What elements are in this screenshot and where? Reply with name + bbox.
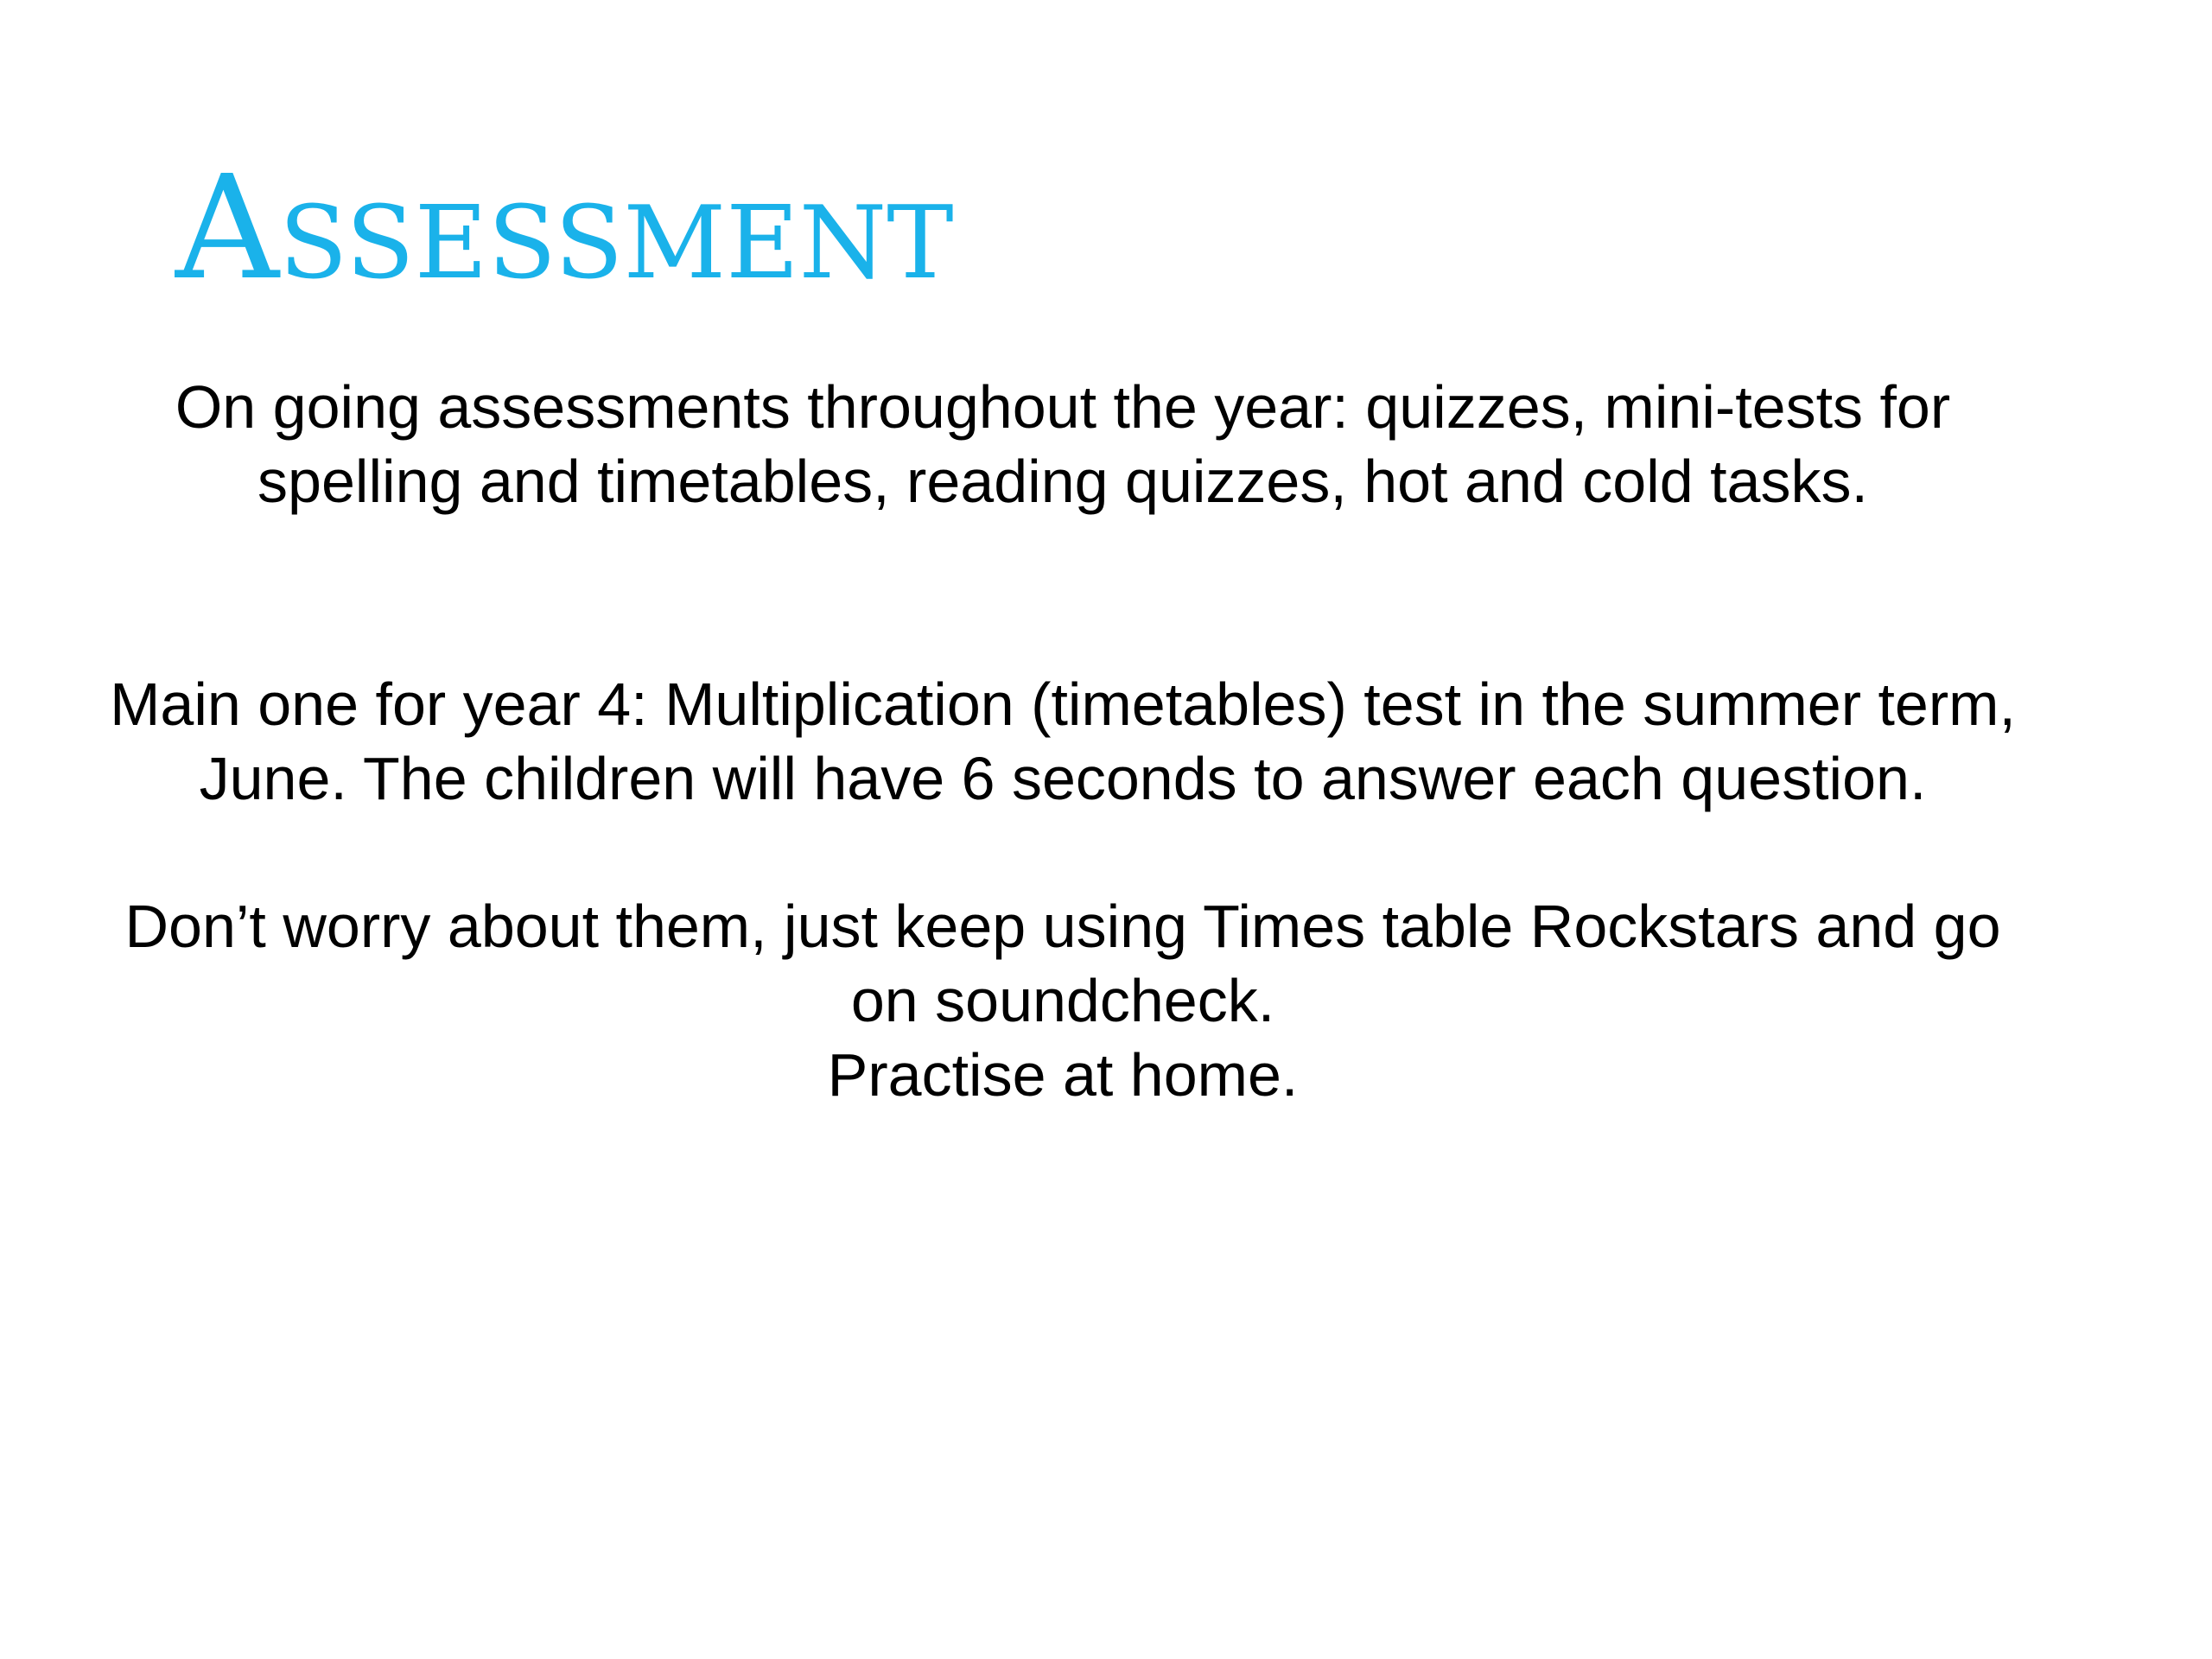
paragraph-ongoing-assessments: [52, 370, 2074, 518]
text-line: Don’t worry about them, just keep using Times table Rockstars and go: [124, 893, 2001, 960]
slide-title: Assessment: [175, 145, 954, 312]
text-line: on soundcheck.: [850, 967, 1275, 1034]
text-line: Practise at home.: [827, 1041, 1299, 1109]
paragraph-multiplication-test: [52, 667, 2074, 816]
text-line: June. The children will have 6 seconds to answer each question.: [199, 745, 1927, 812]
text-line: spelling and timetables, reading quizzes, hot and cold tasks.: [257, 448, 1868, 515]
text-line: On going assessments throughout the year: quizzes, mini-tests for: [175, 373, 1951, 441]
paragraph-practice-advice: [52, 889, 2074, 1112]
text-line: Main one for year 4: Multiplication (timetables) test in the summer term,: [110, 671, 2016, 738]
